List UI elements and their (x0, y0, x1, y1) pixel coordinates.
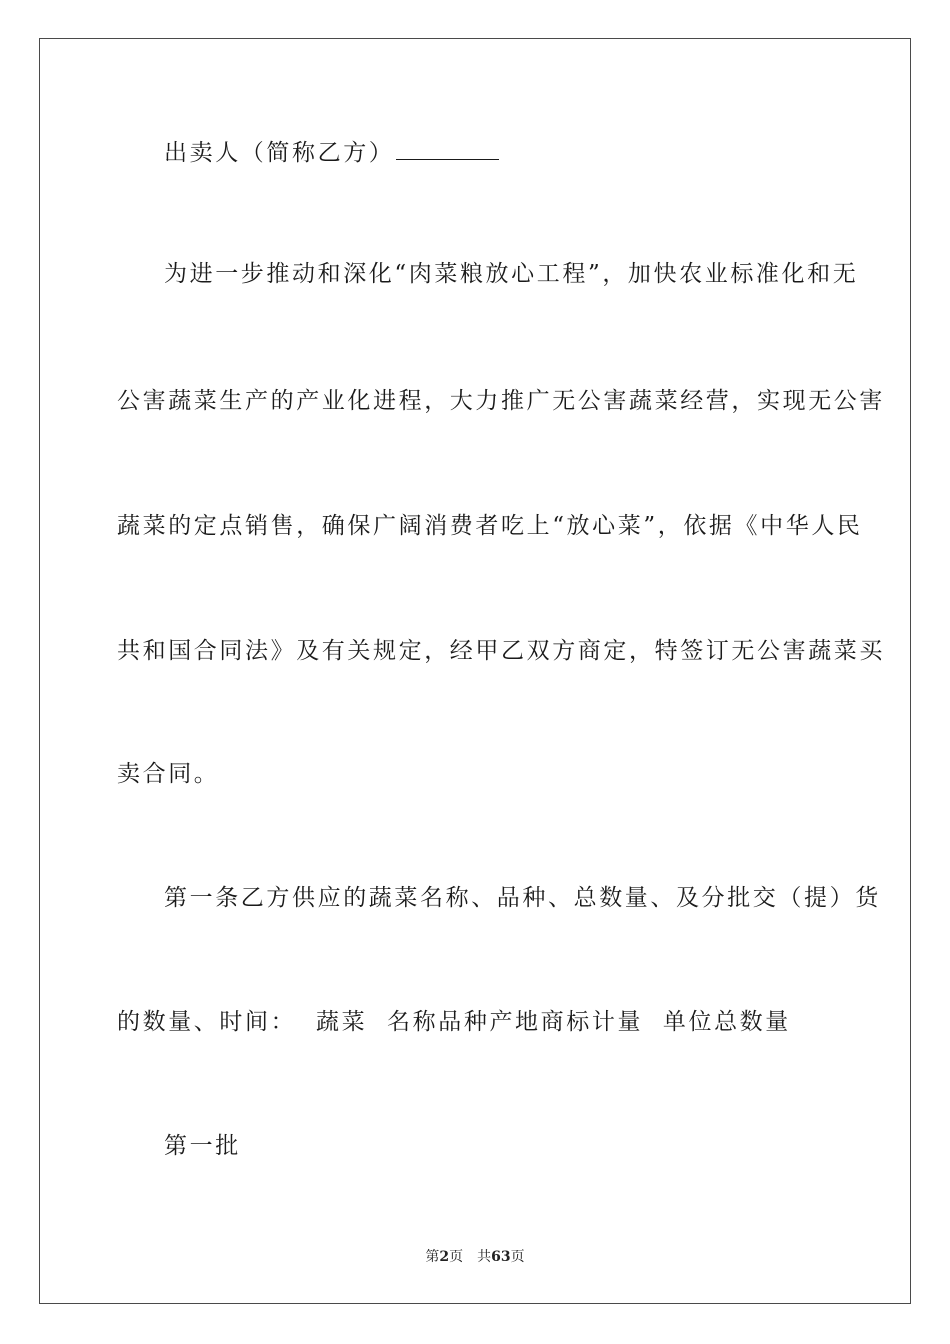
footer-total-prefix: 共 (477, 1249, 492, 1265)
footer-page-suffix: 页 (449, 1249, 464, 1265)
paragraph-line-2: 公害蔬菜生产的产业化进程，大力推广无公害蔬菜经营，实现无公害 (117, 388, 885, 414)
footer-page-number: 2 (439, 1249, 450, 1265)
footer-total-suffix: 页 (510, 1249, 525, 1265)
paragraph-line-4: 共和国合同法》及有关规定，经甲乙双方商定，特签订无公害蔬菜买 (117, 638, 885, 664)
page-footer (0, 1248, 950, 1266)
footer-page-prefix: 第 (425, 1249, 440, 1265)
paragraph-line-1: 为进一步推动和深化“肉菜粮放心工程”，加快农业标准化和无 (164, 261, 859, 287)
footer-total-pages: 63 (491, 1249, 511, 1265)
paragraph-line-5: 卖合同。 (117, 761, 220, 787)
paragraph-line-3: 蔬菜的定点销售，确保广阔消费者吃上“放心菜”，依据《中华人民 (117, 513, 863, 539)
article-one-line-2: 的数量、时间： 蔬菜 名称品种产地商标计量 单位总数量 (117, 1009, 791, 1035)
seller-label: 出卖人（简称乙方） (164, 140, 395, 166)
article-one-line-1: 第一条乙方供应的蔬菜名称、品种、总数量、及分批交（提）货 (164, 885, 881, 911)
seller-line (164, 138, 499, 168)
page-border (39, 38, 911, 1304)
seller-blank-field (396, 139, 499, 160)
first-batch-label: 第一批 (164, 1133, 241, 1159)
